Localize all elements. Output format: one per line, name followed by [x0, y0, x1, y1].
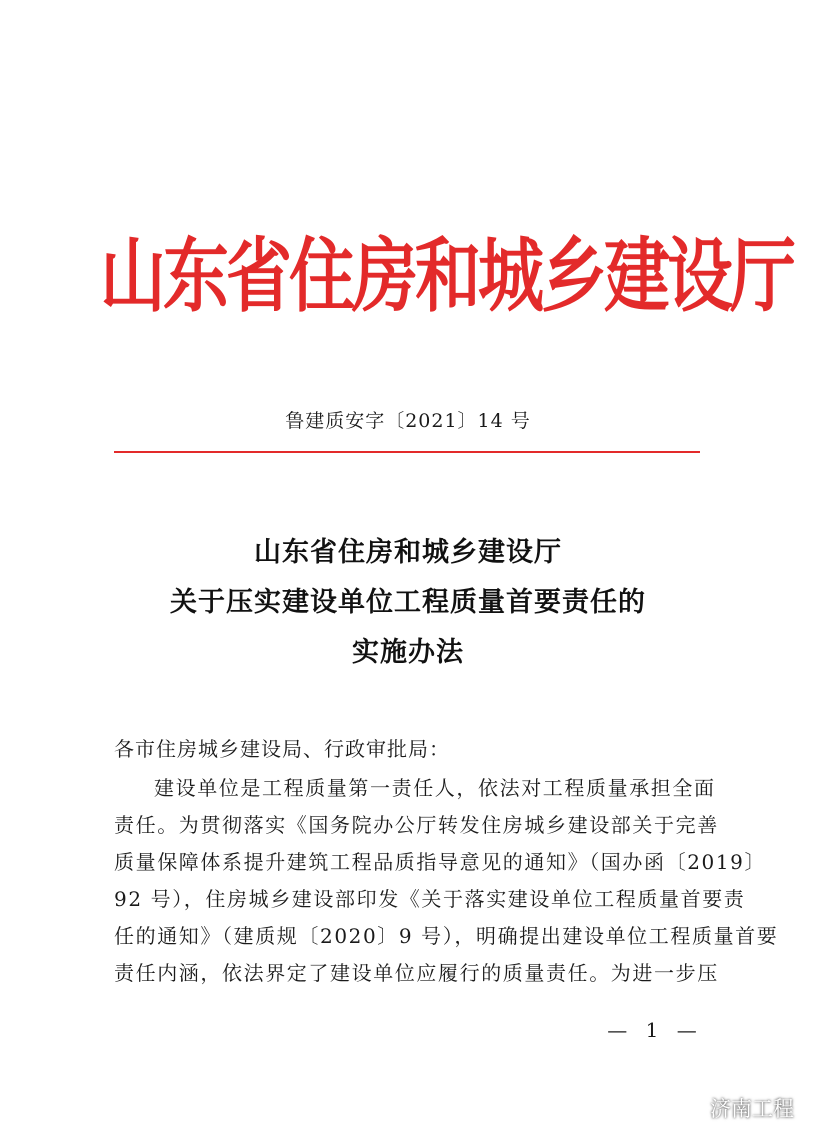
body-paragraph: [114, 770, 779, 992]
body-line-3: 质量保障体系提升建筑工程品质指导意见的通知》（国办函〔2019〕: [114, 850, 767, 874]
body-line-4: 92 号），住房城乡建设部印发《关于落实建设单位工程质量首要责: [114, 887, 746, 911]
body-line-6: 责任内涵，依法界定了建设单位应履行的质量责任。为进一步压: [114, 961, 719, 985]
title-line-3: 实施办法: [352, 637, 464, 668]
masthead-title: 山东省住房和城乡建设厅: [100, 229, 793, 324]
wechat-icon: [672, 1096, 702, 1120]
red-divider-line: [114, 451, 700, 453]
document-title: [0, 528, 816, 678]
watermark-label: 济南工程: [710, 1097, 794, 1121]
title-line-2: 关于压实建设单位工程质量首要责任的: [170, 587, 646, 618]
page-number: — 1 —: [607, 1018, 703, 1042]
watermark: [672, 1093, 794, 1123]
addressee: 各市住房城乡建设局、行政审批局：: [114, 737, 450, 761]
body-line-5: 任的通知》（建质规〔2020〕9 号），明确提出建设单位工程质量首要: [114, 924, 779, 948]
body-line-1: 建设单位是工程质量第一责任人，依法对工程质量承担全面: [154, 776, 716, 800]
title-line-1: 山东省住房和城乡建设厅: [254, 537, 562, 568]
document-number: 鲁建质安字〔2021〕14 号: [285, 410, 531, 432]
body-line-2: 责任。为贯彻落实《国务院办公厅转发住房城乡建设部关于完善: [114, 813, 719, 837]
